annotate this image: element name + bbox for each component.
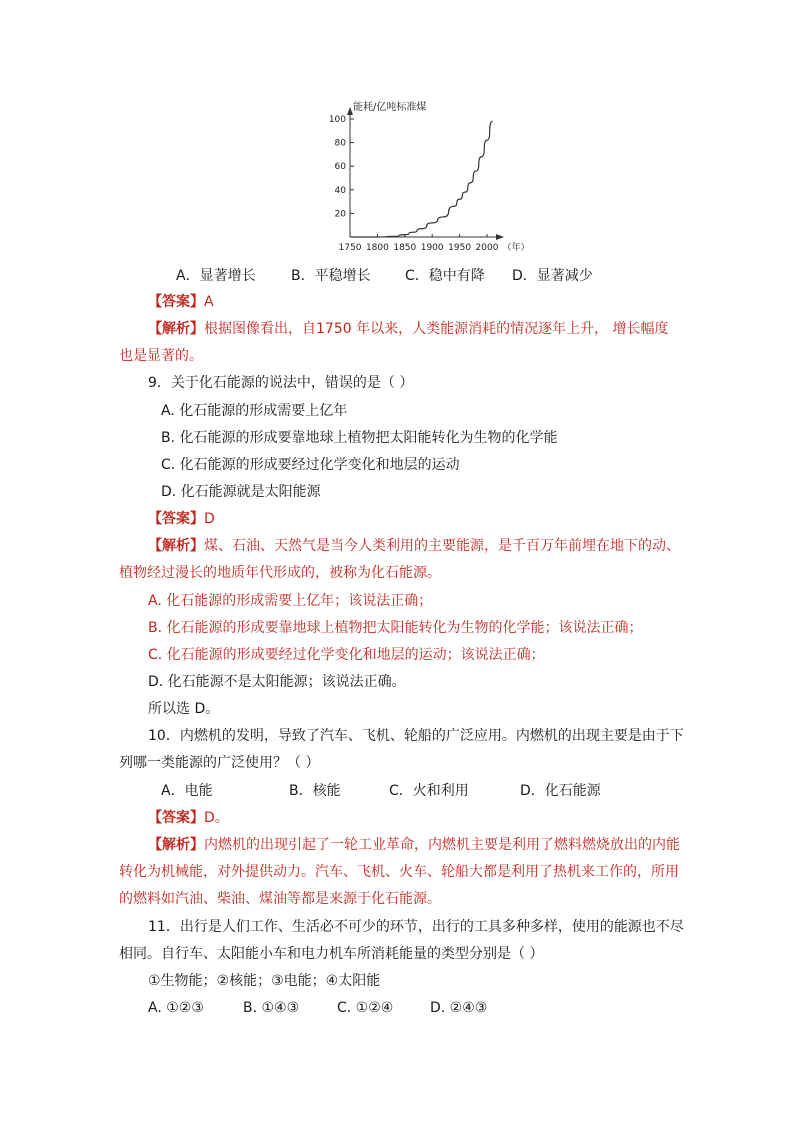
q10-option-d: D．化石能源 bbox=[520, 783, 601, 799]
q9-answer bbox=[148, 509, 215, 529]
q10-analysis-line-3: 的燃料如汽油、柴油、煤油等都是来源于化石能源。 bbox=[119, 891, 441, 907]
q9-option-d: D. 化石能源就是太阳能源 bbox=[161, 484, 321, 500]
q8-option-a: A．显著增长 bbox=[176, 268, 256, 284]
x-tick-label: 1750 bbox=[338, 243, 362, 253]
analysis-tag: 【解析】 bbox=[148, 321, 204, 337]
q8-answer bbox=[148, 292, 214, 312]
q10-option-a: A．电能 bbox=[161, 783, 213, 799]
q10-analysis-line-1 bbox=[148, 835, 680, 855]
q10-option-c: C．火和利用 bbox=[389, 783, 469, 799]
analysis-tag: 【解析】 bbox=[148, 538, 204, 554]
q9-option-a: A. 化石能源的形成需要上亿年 bbox=[161, 403, 348, 419]
q8-option-b: B．平稳增长 bbox=[291, 268, 371, 284]
q9-stem: 9．关于化石能源的说法中，错误的是（ ） bbox=[148, 375, 414, 391]
analysis-text: 内燃机的出现引起了一轮工业革命，内燃机主要是利用了燃料燃烧放出的内能 bbox=[204, 837, 680, 853]
q10-option-b: B．核能 bbox=[289, 783, 341, 799]
energy-consumption-line bbox=[350, 121, 492, 237]
answer-tag: 【答案】 bbox=[148, 810, 204, 826]
answer-tag: 【答案】 bbox=[148, 294, 204, 310]
x-axis-label: （年） bbox=[502, 243, 530, 253]
answer-tag: 【答案】 bbox=[148, 511, 204, 527]
y-axis-label: 能耗/亿吨标准煤 bbox=[353, 102, 427, 113]
answer-value: D bbox=[204, 511, 215, 527]
analysis-tag: 【解析】 bbox=[148, 837, 204, 853]
q9-analysis-item-b: B. 化石能源的形成要靠地球上植物把太阳能转化为生物的化学能；该说法正确； bbox=[148, 620, 643, 636]
answer-value: A bbox=[204, 294, 214, 310]
q9-analysis-item-c: C. 化石能源的形成要经过化学变化和地层的运动；该说法正确； bbox=[148, 647, 545, 663]
q9-option-c: C. 化石能源的形成要经过化学变化和地层的运动 bbox=[161, 457, 460, 473]
y-tick-label: 20 bbox=[334, 209, 346, 220]
q8-option-d: D．显著减少 bbox=[512, 268, 593, 284]
q10-stem-line-1: 10．内燃机的发明，导致了汽车、飞机、轮船的广泛应用。内燃机的出现主要是由于下 bbox=[148, 728, 684, 744]
q9-option-b: B. 化石能源的形成要靠地球上植物把太阳能转化为生物的化学能 bbox=[161, 430, 558, 446]
answer-value: D。 bbox=[204, 810, 229, 826]
y-tick-label: 40 bbox=[334, 185, 346, 196]
energy-consumption-chart bbox=[320, 95, 530, 260]
q11-option-d: D. ②④③ bbox=[430, 1000, 488, 1016]
x-tick-label: 1850 bbox=[393, 243, 417, 253]
q10-analysis-line-2: 转化为机械能，对外提供动力。汽车、飞机、火车、轮船大都是利用了热机来工作的，所用 bbox=[119, 864, 679, 880]
q8-analysis-line-2: 也是显著的。 bbox=[119, 348, 203, 364]
q11-option-b: B. ①④③ bbox=[243, 1000, 300, 1016]
q9-analysis-item-a: A. 化石能源的形成需要上亿年；该说法正确； bbox=[148, 593, 433, 609]
q9-analysis-item-d: D. 化石能源不是太阳能源；该说法正确。 bbox=[148, 674, 406, 690]
x-tick-label: 1800 bbox=[365, 243, 389, 253]
x-tick-label: 1950 bbox=[448, 243, 472, 253]
analysis-text: 煤、石油、天然气是当今人类利用的主要能源，是千百万年前埋在地下的动、 bbox=[204, 538, 680, 554]
q11-option-c: C. ①②④ bbox=[337, 1000, 394, 1016]
q11-choices: ①生物能；②核能；③电能；④太阳能 bbox=[148, 973, 381, 989]
q10-stem-line-2: 列哪一类能源的广泛使用？（ ） bbox=[119, 755, 320, 771]
q8-analysis-line-1 bbox=[148, 319, 669, 339]
y-tick-label: 60 bbox=[334, 162, 346, 173]
y-tick-label: 100 bbox=[328, 115, 346, 125]
q9-analysis-line-2: 植物经过漫长的地质年代形成的，被称为化石能源。 bbox=[119, 565, 441, 581]
q9-conclusion: 所以选 D。 bbox=[148, 701, 220, 717]
q11-stem-line-1: 11．出行是人们工作、生活必不可少的环节，出行的工具多种多样，使用的能源也不尽 bbox=[148, 919, 684, 935]
analysis-text: 根据图像看出，自1750 年以来，人类能源消耗的情况逐年上升， 增长幅度 bbox=[204, 321, 669, 337]
q8-option-c: C．稳中有降 bbox=[405, 268, 485, 284]
x-tick-label: 1900 bbox=[420, 243, 444, 253]
q10-answer bbox=[148, 808, 229, 828]
q11-option-a: A. ①②③ bbox=[148, 1000, 204, 1016]
x-tick-label: 2000 bbox=[475, 243, 499, 253]
y-tick-label: 80 bbox=[334, 138, 346, 149]
q11-stem-line-2: 相同。自行车、太阳能小车和电力机车所消耗能量的类型分别是（ ） bbox=[119, 946, 544, 962]
x-axis-arrow-icon bbox=[496, 234, 504, 240]
q9-analysis-line-1 bbox=[148, 536, 680, 556]
